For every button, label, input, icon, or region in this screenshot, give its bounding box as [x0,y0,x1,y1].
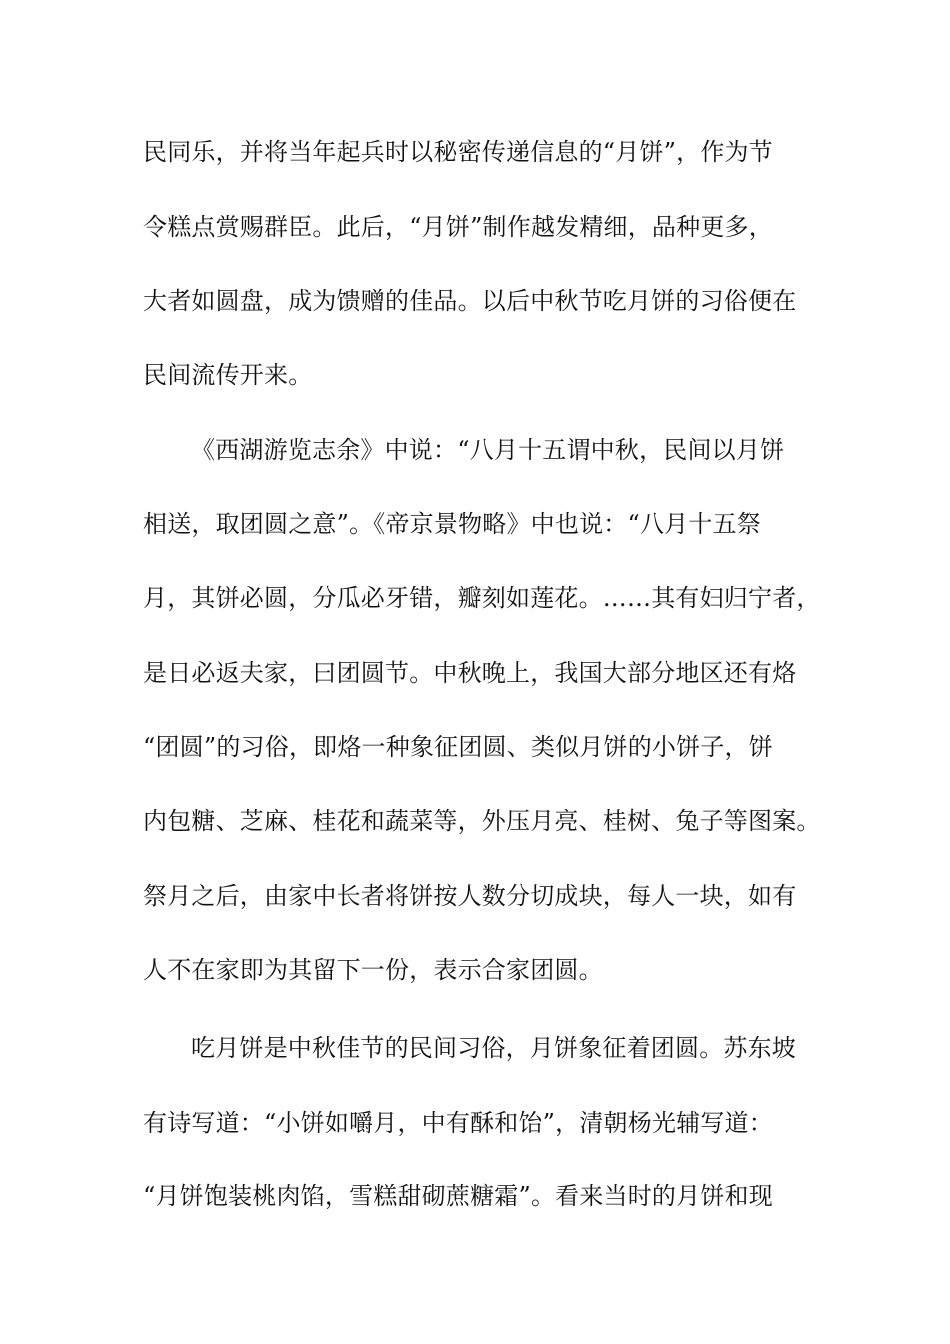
text-line: 是日必返夫家，曰团圆节。中秋晚上，我国大部分地区还有烙 [143,659,797,687]
text-line: “月饼饱装桃肉馅，雪糕甜砌蔗糖霜”。看来当时的月饼和现 [143,1182,773,1210]
paragraph-start-line: 《西湖游览志余》中说：“八月十五谓中秋，民间以月饼 [191,436,785,464]
text-line: 月，其饼必圆，分瓜必牙错，瓣刻如莲花。……其有妇归宁者， [143,584,821,612]
text-line: 相送，取团圆之意”。《帝京景物略》中也说：“八月十五祭 [143,510,761,538]
text-line: 人不在家即为其留下一份，表示合家团圆。 [143,956,603,984]
text-line: 祭月之后，由家中长者将饼按人数分切成块，每人一块，如有 [143,882,797,910]
text-line: 令糕点赏赐群臣。此后，“月饼”制作越发精细，品种更多， [143,213,773,241]
paragraph-start-line: 吃月饼是中秋佳节的民间习俗，月饼象征着团圆。苏东坡 [191,1034,796,1062]
text-line: “团圆”的习俗，即烙一种象征团圆、类似月饼的小饼子，饼 [143,733,773,761]
text-line: 内包糖、芝麻、桂花和蔬菜等，外压月亮、桂树、兔子等图案。 [143,807,821,835]
text-line: 有诗写道：“小饼如嚼月，中有酥和饴”，清朝杨光辅写道： [143,1109,773,1137]
text-line: 大者如圆盘，成为馈赠的佳品。以后中秋节吃月饼的习俗便在 [143,287,797,315]
text-line: 民同乐，并将当年起兵时以秘密传递信息的“月饼”，作为节 [143,138,773,166]
text-line: 民间流传开来。 [143,361,313,389]
